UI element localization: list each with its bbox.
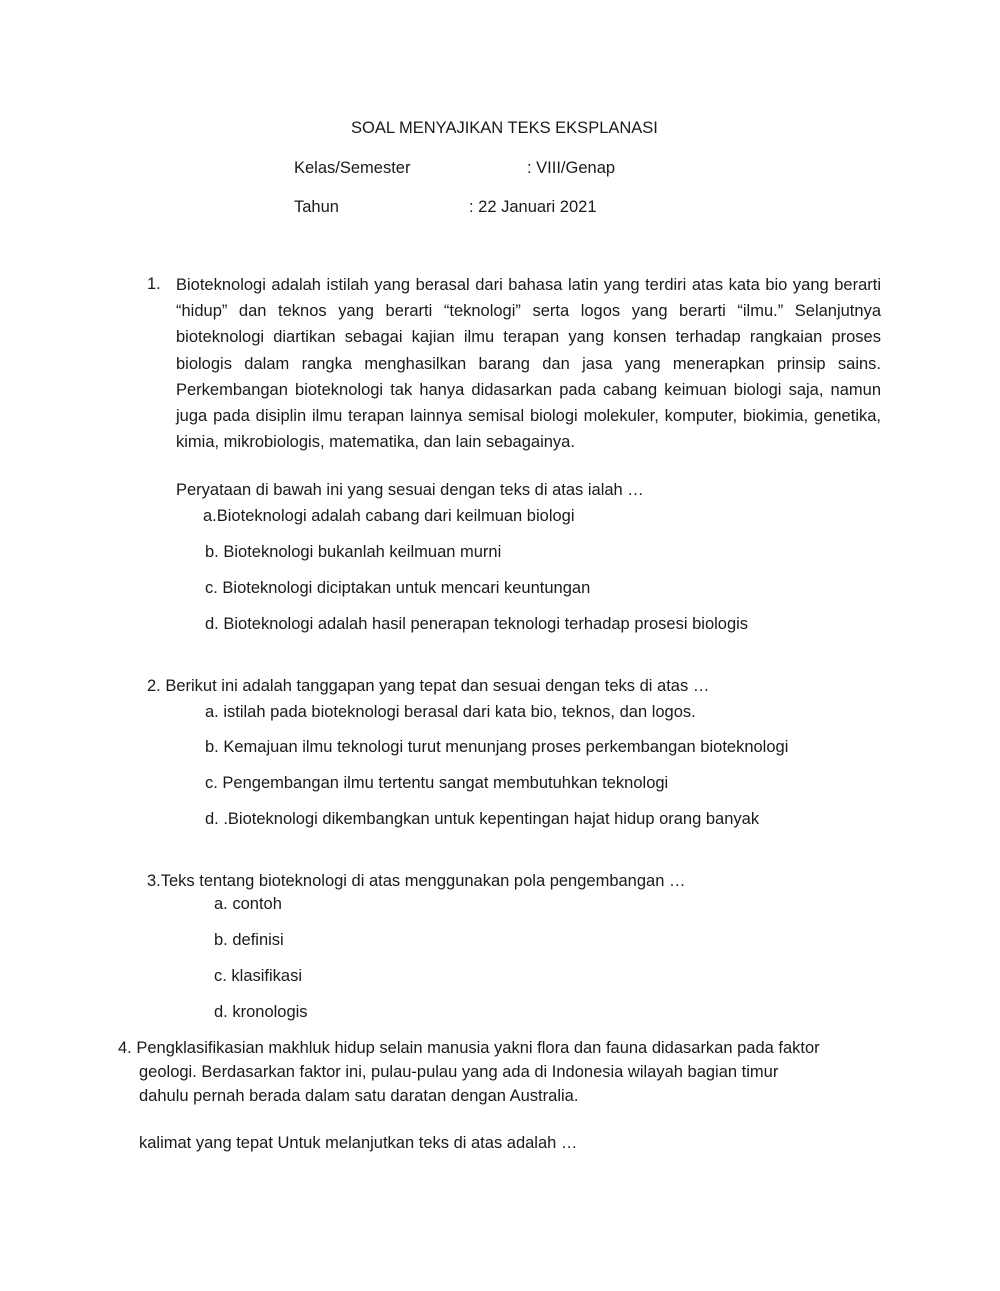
question-1-option-b[interactable]: b. Bioteknologi bukanlah keilmuan murni (205, 543, 502, 561)
question-3-option-b[interactable]: b. definisi (214, 931, 284, 949)
page-title: SOAL MENYAJIKAN TEKS EKSPLANASI (351, 119, 658, 137)
question-2-option-c[interactable]: c. Pengembangan ilmu tertentu sangat membutuhkan teknologi (205, 774, 669, 792)
year-value: : 22 Januari 2021 (469, 198, 597, 216)
question-4-passage-line-1: 4. Pengklasifikasian makhluk hidup selain manusia yakni flora dan fauna didasarkan pada faktor (118, 1039, 820, 1057)
question-3-option-d[interactable]: d. kronologis (214, 1003, 308, 1021)
question-1-passage: Bioteknologi adalah istilah yang berasal dari bahasa latin yang terdiri atas kata bio yang berarti “hidup” dan teknos yang berarti “teknologi” serta logos yang berarti “ilmu.” Selanjutnya bioteknologi diartikan sebagai kajian ilmu terapan yang konsen terhadap rangkaian proses biologis dalam rangka menghasilkan barang dan jasa yang menerapkan prinsip sains. Perkembangan bioteknologi tak hanya didasarkan pada cabang keimuan biologi saja, namun juga pada disiplin ilmu terapan lainnya semisal biologi molekuler, komputer, biokimia, genetika, kimia, mikrobiologis, matematika, dan lain sebagainya. (176, 276, 881, 452)
question-3-stem: 3.Teks tentang bioteknologi di atas menggunakan pola pengembangan … (147, 872, 686, 890)
question-2-option-a[interactable]: a. istilah pada bioteknologi berasal dari kata bio, teknos, dan logos. (205, 703, 696, 721)
question-2-option-b[interactable]: b. Kemajuan ilmu teknologi turut menunjang proses perkembangan bioteknologi (205, 738, 789, 756)
class-semester-label: Kelas/Semester (294, 159, 411, 177)
question-1-stem: Peryataan di bawah ini yang sesuai dengan teks di atas ialah … (176, 481, 644, 499)
question-4-stem: kalimat yang tepat Untuk melanjutkan teks di atas adalah … (139, 1134, 578, 1152)
question-2-option-d[interactable]: d. .Bioteknologi dikembangkan untuk kepentingan hajat hidup orang banyak (205, 810, 760, 828)
question-1-option-a[interactable]: a.Bioteknologi adalah cabang dari keilmuan biologi (203, 507, 575, 525)
question-3-option-a[interactable]: a. contoh (214, 895, 282, 913)
question-2-stem: 2. Berikut ini adalah tanggapan yang tepat dan sesuai dengan teks di atas … (147, 677, 710, 695)
question-4-passage-line-2: geologi. Berdasarkan faktor ini, pulau-pulau yang ada di Indonesia wilayah bagian timur (139, 1063, 779, 1081)
class-semester-value: : VIII/Genap (527, 159, 616, 177)
question-4-passage-line-3: dahulu pernah berada dalam satu daratan dengan Australia. (139, 1087, 579, 1105)
question-1-number: 1. (147, 275, 161, 293)
question-1-option-d[interactable]: d. Bioteknologi adalah hasil penerapan teknologi terhadap prosesi biologis (205, 615, 749, 633)
question-1-option-c[interactable]: c. Bioteknologi diciptakan untuk mencari keuntungan (205, 579, 591, 597)
year-label: Tahun (294, 198, 339, 216)
question-3-option-c[interactable]: c. klasifikasi (214, 967, 303, 985)
